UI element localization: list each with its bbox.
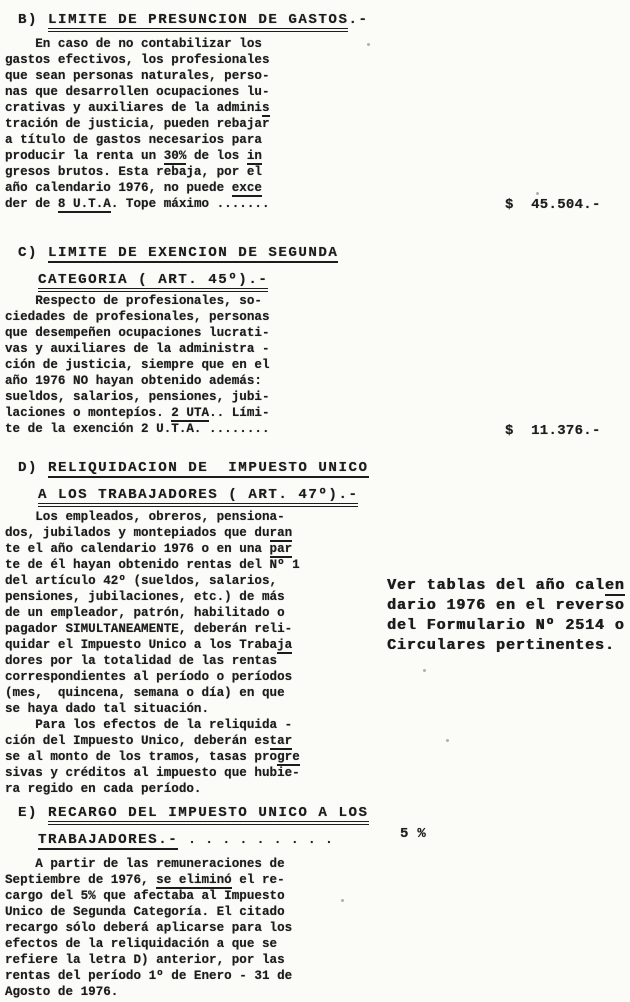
section-b-heading: [18, 7, 369, 34]
text-segment: Para los efectos de la reliquida -: [5, 718, 293, 732]
text-line: [5, 621, 300, 637]
text-segment: 2 UTA: [171, 406, 210, 420]
text-segment: se eliminó: [156, 873, 232, 887]
text-segment: que sean personas naturales, perso-: [5, 69, 270, 83]
text-line: [5, 541, 300, 557]
text-line: [5, 781, 300, 797]
scan-speck: [536, 192, 539, 195]
text-segment: gresos brutos. Esta rebaja, por el: [5, 165, 262, 179]
text-segment: ción del Impuesto Unico, deberán es: [5, 734, 270, 748]
text-line: [5, 936, 292, 952]
text-segment: TRABAJADORES.-: [38, 832, 179, 848]
text-segment: RELIQUIDACION DE IMPUESTO UNICO: [48, 460, 369, 476]
text-segment: E): [18, 805, 49, 821]
text-line: [5, 293, 270, 309]
text-segment: Los empleados, obreros, pensiona-: [5, 510, 285, 524]
text-segment: exce: [231, 181, 262, 195]
text-segment: Respecto de profesionales, so-: [5, 294, 262, 308]
text-line: [5, 557, 300, 573]
text-segment: D): [18, 460, 49, 476]
text-segment: ran: [269, 526, 293, 540]
text-line: [5, 984, 292, 1000]
text-line: [5, 196, 270, 212]
scan-speck: [367, 43, 370, 46]
text-segment: correspondientes al período o períodos: [5, 670, 293, 684]
text-segment: de los: [186, 149, 247, 163]
text-line: [5, 920, 292, 936]
text-segment: . . . . . . . . .: [188, 833, 334, 847]
text-line: [5, 52, 270, 68]
text-segment: ra regido en cada período.: [5, 782, 202, 796]
text-segment: a título de gastos necesarios para: [5, 133, 262, 147]
text-segment: Circulares pertinentes.: [387, 637, 615, 654]
section-c-paragraph: [5, 293, 270, 437]
text-line: [5, 573, 300, 589]
text-line: [5, 749, 300, 765]
text-line: [5, 904, 292, 920]
text-line: [5, 132, 270, 148]
text-segment: s: [261, 101, 270, 115]
text-line: [5, 509, 300, 525]
text-segment: .-: [348, 12, 369, 28]
text-line: [18, 455, 369, 482]
text-line: [5, 389, 270, 405]
text-segment: te el año calendario 1976 o en una: [5, 542, 270, 556]
text-line: [5, 421, 270, 437]
scan-speck: [341, 899, 344, 902]
text-segment: A partir de las remuneraciones de: [5, 857, 285, 871]
text-line: [387, 616, 625, 636]
text-line: [18, 7, 369, 34]
text-line: [5, 765, 300, 781]
text-segment: te de la exención 2 U.T.A. ........: [5, 422, 270, 436]
text-line: [5, 68, 270, 84]
rate-recargo: 5 %: [400, 826, 427, 842]
section-e-heading: [18, 800, 369, 854]
text-segment: año calendario 1976, no puede: [5, 181, 232, 195]
text-segment: [18, 487, 38, 503]
text-line: [18, 482, 369, 509]
text-segment: der de: [5, 197, 58, 211]
section-b-paragraph: [5, 36, 270, 212]
text-line: [5, 309, 270, 325]
text-segment: recargo sólo deberá aplicarse para los: [5, 921, 293, 935]
text-segment: CATEGORIA ( ART. 45º).-: [38, 272, 268, 292]
text-segment: Ver tablas del año cal: [387, 577, 605, 594]
text-line: [5, 968, 292, 984]
text-line: [5, 605, 300, 621]
text-segment: tar: [269, 734, 293, 748]
text-segment: Agosto de 1976.: [5, 985, 119, 999]
text-segment: ja: [277, 638, 293, 652]
text-segment: [18, 832, 38, 848]
text-segment: Septiembre de 1976,: [5, 873, 157, 887]
section-d-heading: [18, 455, 369, 509]
text-segment: cargo del 5% que afectaba al Impuesto: [5, 889, 285, 903]
text-line: [5, 701, 300, 717]
text-segment: ciedades de profesionales, personas: [5, 310, 270, 324]
text-line: [5, 405, 270, 421]
text-line: [5, 325, 270, 341]
text-line: [5, 856, 292, 872]
text-line: [5, 100, 270, 116]
text-segment: gastos efectivos, los profesionales: [5, 53, 270, 67]
text-line: [5, 148, 270, 164]
text-segment: (mes, quincena, semana o día) en que: [5, 686, 285, 700]
text-segment: efectos de la reliquidación a que se: [5, 937, 278, 951]
text-segment: vas y auxiliares de la administra -: [5, 342, 270, 356]
text-line: [18, 267, 338, 294]
text-segment: producir la renta un: [5, 149, 164, 163]
text-segment: LIMITE DE PRESUNCION DE GASTOS: [48, 12, 348, 32]
text-segment: refiere la letra D) anterior, por las: [5, 953, 285, 967]
text-line: [5, 685, 300, 701]
text-line: [387, 596, 625, 616]
text-segment: .. Lími-: [209, 406, 270, 420]
text-segment: En caso de no contabilizar los: [5, 37, 262, 51]
scan-speck: [423, 669, 426, 672]
text-segment: pensiones, jubilaciones, etc.) de más: [5, 590, 285, 604]
text-segment: se al monto de los tramos, tasas pro: [5, 750, 278, 764]
section-e-paragraph: [5, 856, 292, 1000]
text-segment: de un empleador, patrón, habilitado o: [5, 606, 285, 620]
section-c-heading: [18, 240, 338, 294]
text-line: [5, 373, 270, 389]
text-segment: año 1976 NO hayan obtenido además:: [5, 374, 262, 388]
text-line: [5, 952, 292, 968]
text-segment: C): [18, 245, 49, 261]
text-line: [387, 576, 625, 596]
text-line: [5, 888, 292, 904]
text-line: [5, 872, 292, 888]
text-segment: del Formulario Nº 2514 o: [387, 617, 625, 634]
text-line: [5, 164, 270, 180]
text-segment: te de él hayan obtenido rentas del Nº 1: [5, 558, 300, 572]
text-segment: par: [269, 542, 293, 556]
text-line: [18, 240, 338, 267]
text-segment: dario 1976 en el reverso: [387, 597, 625, 614]
text-segment: sueldos, salarios, pensiones, jubi-: [5, 390, 270, 404]
text-segment: laciones o montepíos.: [5, 406, 172, 420]
text-line: [5, 525, 300, 541]
text-segment: se haya dado tal situación.: [5, 702, 210, 716]
text-line: [5, 653, 300, 669]
text-line: [5, 637, 300, 653]
text-line: [5, 733, 300, 749]
amount-exencion: $ 11.376.-: [505, 423, 601, 439]
text-segment: sivas y créditos al impuesto que hubie-: [5, 766, 300, 780]
text-segment: in: [246, 149, 262, 163]
text-line: [5, 341, 270, 357]
text-line: [5, 669, 300, 685]
text-segment: nas que desarrollen ocupaciones lu-: [5, 85, 270, 99]
text-line: [18, 827, 369, 854]
text-segment: dores por la totalidad de las rentas: [5, 654, 278, 668]
text-line: [5, 116, 270, 132]
scan-speck: [446, 739, 449, 742]
section-d-paragraph: [5, 509, 300, 797]
text-segment: en: [604, 577, 625, 594]
text-segment: B): [18, 12, 49, 28]
text-segment: dos, jubilados y montepiados que du: [5, 526, 270, 540]
text-line: [5, 84, 270, 100]
text-segment: pagador SIMULTANEAMENTE, deberán reli-: [5, 622, 293, 636]
text-line: [387, 636, 625, 656]
text-line: [5, 357, 270, 373]
text-segment: RECARGO DEL IMPUESTO UNICO A LOS: [48, 805, 368, 825]
text-segment: gre: [277, 750, 300, 764]
text-segment: quidar el Impuesto Unico a los Traba: [5, 638, 278, 652]
text-line: [5, 36, 270, 52]
text-segment: 30%: [163, 149, 187, 163]
text-segment: A LOS TRABAJADORES ( ART. 47º).-: [38, 487, 358, 507]
side-note-tablas: [387, 576, 625, 656]
text-segment: [18, 272, 38, 288]
text-line: [5, 589, 300, 605]
text-segment: tración de justicia, pueden rebajar: [5, 117, 270, 131]
text-segment: [178, 832, 188, 848]
text-segment: crativas y auxiliares de la admini: [5, 101, 262, 115]
text-segment: del artículo 42º (sueldos, salarios,: [5, 574, 278, 588]
amount-limit-gastos: $ 45.504.-: [505, 197, 601, 213]
text-line: [18, 800, 369, 827]
text-segment: rentas del período 1º de Enero - 31 de: [5, 969, 293, 983]
text-segment: que desempeñen ocupaciones lucrati-: [5, 326, 270, 340]
text-segment: . Tope máximo .......: [110, 197, 270, 211]
text-line: [5, 717, 300, 733]
text-segment: el re-: [231, 873, 285, 887]
text-segment: Unico de Segunda Categoría. El citado: [5, 905, 285, 919]
text-segment: ción de justicia, siempre que en el: [5, 358, 270, 372]
text-segment: 8 U.T.A: [57, 197, 111, 211]
text-segment: LIMITE DE EXENCION DE SEGUNDA: [48, 245, 339, 261]
text-line: [5, 180, 270, 196]
